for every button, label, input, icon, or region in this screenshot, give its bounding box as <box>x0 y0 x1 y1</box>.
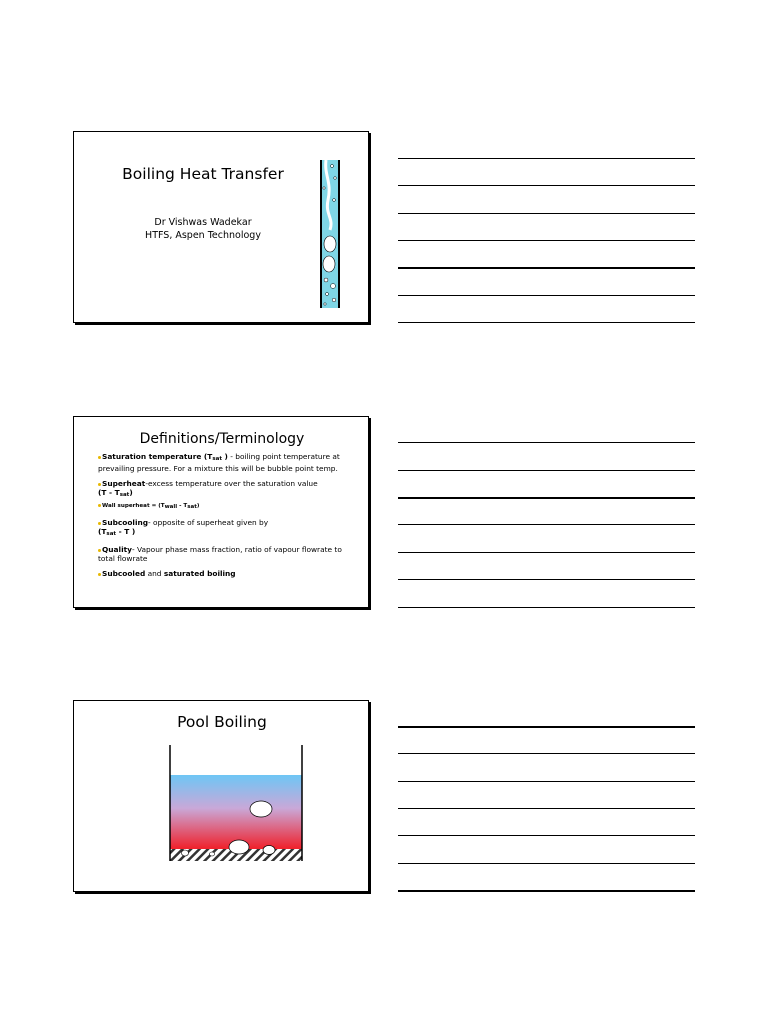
note-line <box>398 295 695 296</box>
note-line <box>398 808 695 809</box>
note-line <box>398 890 695 892</box>
note-line <box>398 442 695 443</box>
definition-quality: Quality- Vapour phase mass fraction, ratio of vapour flowrate to total flowrate <box>98 545 342 563</box>
note-line <box>398 240 695 241</box>
note-line <box>398 607 695 608</box>
pool-boiling-illustration <box>166 745 306 869</box>
note-line <box>398 185 695 186</box>
bullet-icon <box>98 522 101 525</box>
bullet-icon <box>98 456 101 459</box>
slide-definitions <box>73 416 369 608</box>
note-line <box>398 497 695 499</box>
bullet-icon <box>98 504 101 507</box>
bullet-icon <box>98 549 101 552</box>
two-phase-tube-illustration <box>320 160 340 308</box>
author-name: Dr Vishwas Wadekar <box>154 217 252 228</box>
note-line <box>398 726 695 728</box>
bullet-icon <box>98 483 101 486</box>
slide-title: Pool Boiling <box>177 713 267 731</box>
note-line <box>398 579 695 580</box>
definitions-list <box>98 452 358 584</box>
note-line <box>398 552 695 553</box>
bullet-icon <box>98 573 101 576</box>
author-affiliation: HTFS, Aspen Technology <box>145 230 261 241</box>
note-line <box>398 470 695 471</box>
note-line <box>398 213 695 214</box>
slide-author-block <box>74 216 332 242</box>
note-line <box>398 781 695 782</box>
note-line <box>398 267 695 269</box>
definition-boiling-types: Subcooled and saturated boiling <box>98 569 358 578</box>
slide-title: Boiling Heat Transfer <box>122 165 284 183</box>
note-line <box>398 524 695 525</box>
definition-saturation: Saturation temperature ($T_{sat}$ ) - boiling point temperature at prevailing pressure. For a mixture this will be bubble point temp. <box>98 452 340 473</box>
definition-superheat: Superheat-excess temperature over the saturation value $(T - T_{sat})$ Wall superheat = $(T_{wall} - T_{sat})$ <box>98 479 318 510</box>
definition-subcooling: Subcooling- opposite of superheat given by ($T_{sat}$ - T ) <box>98 518 269 537</box>
note-line <box>398 835 695 836</box>
slide-boiling-heat-transfer <box>73 131 369 323</box>
note-line <box>398 322 695 323</box>
note-line <box>398 753 695 754</box>
slide-pool-boiling <box>73 700 369 892</box>
note-line <box>398 863 695 864</box>
note-line <box>398 158 695 159</box>
slide-title: Definitions/Terminology <box>139 431 305 447</box>
